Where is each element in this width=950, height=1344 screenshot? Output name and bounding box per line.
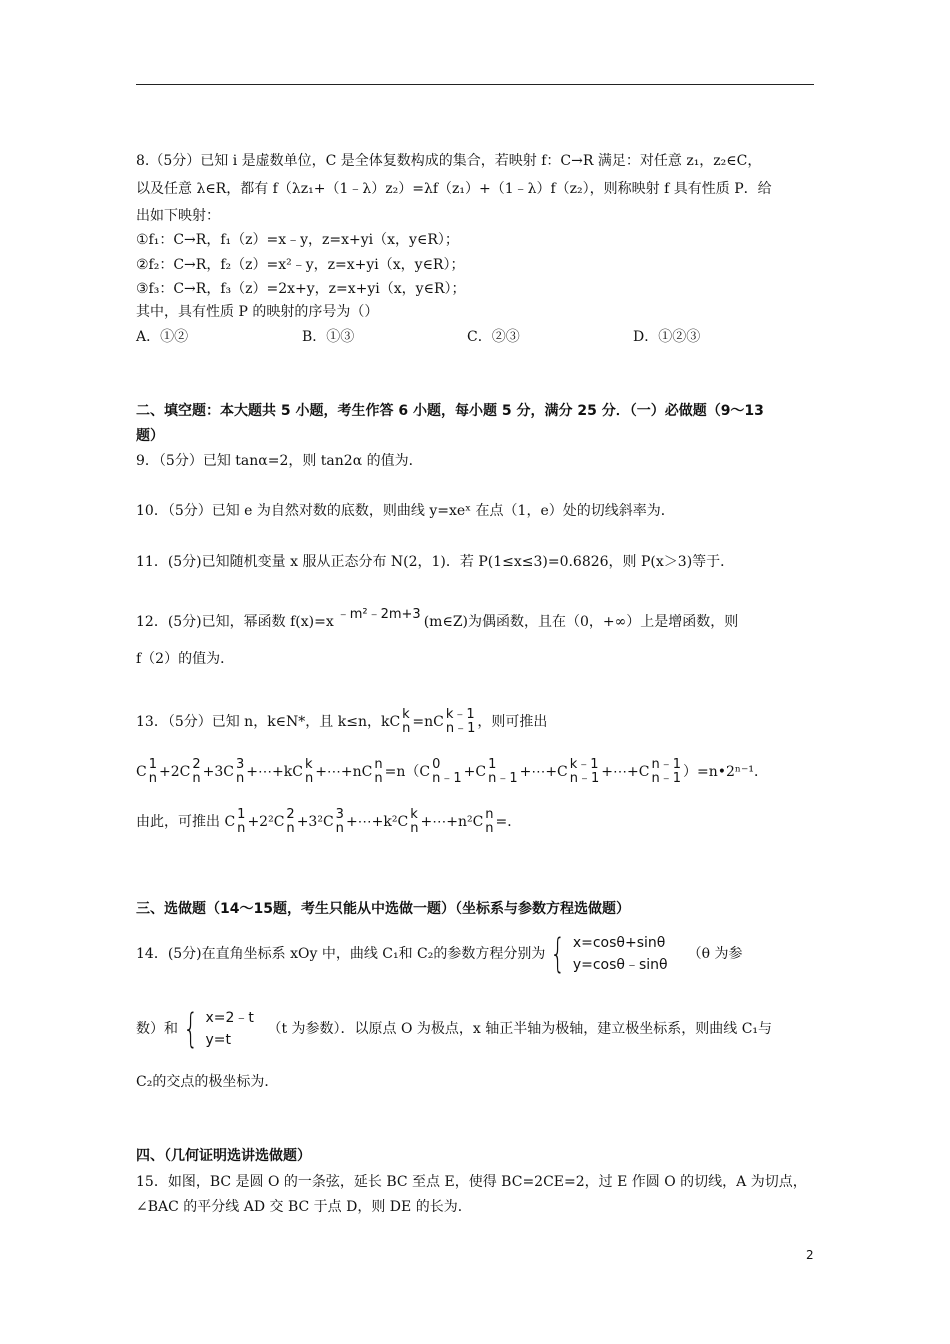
option-d: D．①②③ bbox=[633, 329, 701, 345]
binomial-bottom: n bbox=[410, 821, 419, 836]
binomial-bottom: n bbox=[237, 821, 246, 836]
q14-text: 14．(5分)在直角坐标系 xOy 中，曲线 C₁和 C₂的参数方程分别为 bbox=[136, 946, 546, 962]
q10: 10．（5分）已知 e 为自然对数的底数，则曲线 y=xeˣ 在点（1，e）处的切线斜率为． bbox=[136, 503, 675, 519]
binomial bbox=[149, 758, 157, 786]
binomial-top: 3 bbox=[335, 807, 344, 822]
binomial bbox=[192, 758, 200, 786]
binomial bbox=[286, 808, 294, 836]
binomial bbox=[402, 708, 410, 736]
section-2-heading-cont: 题） bbox=[136, 428, 164, 444]
section-4-heading: 四、（几何证明选讲选做题） bbox=[136, 1148, 311, 1164]
binomial-top: k bbox=[410, 807, 418, 822]
binomial-top: k bbox=[402, 707, 410, 722]
q13-text: 13．（5分）已知 n，k∈N*，且 k≤n，kC bbox=[136, 714, 401, 730]
q14-text: （θ 为参 bbox=[687, 946, 743, 962]
binomial-bottom: n bbox=[192, 771, 201, 786]
equation: y=cosθ﹣sinθ bbox=[572, 957, 668, 973]
q13-text: +⋯+C bbox=[601, 764, 650, 780]
binomial bbox=[237, 808, 245, 836]
binomial-bottom: n bbox=[304, 771, 314, 786]
binomial bbox=[651, 758, 681, 786]
binomial-bottom: n﹣1 bbox=[569, 771, 600, 786]
equation: x=2﹣t bbox=[205, 1010, 254, 1026]
q14-line2 bbox=[136, 1005, 772, 1053]
q13-text: C bbox=[136, 764, 147, 780]
q13-text: +⋯+C bbox=[519, 764, 568, 780]
q13-text: +2C bbox=[159, 764, 191, 780]
q14-text: 数）和 bbox=[136, 1021, 178, 1037]
page-number: 2 bbox=[806, 1248, 814, 1262]
q13-line2 bbox=[136, 758, 768, 786]
binomial-bottom: n bbox=[402, 721, 411, 736]
q12-exponent: ﹣m²﹣2m+3 bbox=[336, 607, 421, 622]
q8-mapping-3: ③f₃：C→R，f₃（z）=2x+y，z=x+yi（x，y∈R）； bbox=[136, 281, 466, 297]
binomial-bottom: n bbox=[335, 821, 344, 836]
binomial bbox=[336, 808, 344, 836]
binomial bbox=[488, 758, 518, 786]
equation: x=cosθ+sinθ bbox=[572, 935, 666, 951]
q13-line1 bbox=[136, 708, 547, 736]
binomial-top: k bbox=[304, 757, 313, 772]
q13-text: +⋯+kC bbox=[246, 764, 303, 780]
binomial-top: 1 bbox=[237, 807, 246, 822]
binomial-bottom: n bbox=[148, 771, 157, 786]
q12-pre: 12．(5分)已知，幂函数 f(x)=x bbox=[136, 614, 334, 630]
q13-text: +3C bbox=[202, 764, 234, 780]
q8-mapping-1: ①f₁：C→R，f₁（z）=x﹣y，z=x+yi（x，y∈R）； bbox=[136, 232, 459, 248]
q8-options bbox=[136, 328, 814, 346]
q13-text: ，则可推出 bbox=[477, 714, 548, 730]
binomial-top: 1 bbox=[148, 757, 157, 772]
section-3-heading: 三、选做题（14～15题，考生只能从中选做一题）（坐标系与参数方程选做题） bbox=[136, 901, 630, 917]
binomial-bottom: n﹣1 bbox=[432, 771, 462, 786]
q8-line2: 以及任意 λ∈R，都有 f（λz₁+（1﹣λ）z₂）=λf（z₁）+（1﹣λ）f（z₂），则称映射 f 具有性质 P．给 bbox=[136, 181, 772, 197]
binomial bbox=[432, 758, 462, 786]
binomial-bottom: n bbox=[485, 821, 494, 836]
binomial-top: 1 bbox=[488, 757, 497, 772]
option-c: C．②③ bbox=[467, 329, 520, 345]
q13-text: =． bbox=[495, 814, 522, 830]
q12-line2: f（2）的值为． bbox=[136, 651, 235, 667]
q11: 11．(5分)已知随机变量 x 服从正态分布 N(2，1)．若 P(1≤x≤3)=0.6826，则 P(x＞3)等于． bbox=[136, 554, 735, 570]
binomial bbox=[305, 758, 313, 786]
section-2-heading: 二、填空题：本大题共 5 小题，考生作答 6 小题，每小题 5 分，满分 25 分．（一）必做题（9～13 bbox=[136, 403, 764, 419]
q13-line3 bbox=[136, 808, 521, 836]
equation-system-2 bbox=[205, 1007, 267, 1051]
binomial-top: 3 bbox=[236, 757, 245, 772]
q12-line1 bbox=[136, 607, 739, 632]
binomial-bottom: n bbox=[236, 771, 245, 786]
binomial-top: n bbox=[485, 807, 494, 822]
binomial-bottom: n bbox=[286, 821, 295, 836]
binomial-top: k﹣1 bbox=[569, 757, 599, 772]
q13-text: +⋯+n²C bbox=[420, 814, 484, 830]
q14-line3: C₂的交点的极坐标为． bbox=[136, 1074, 279, 1090]
equation: y=t bbox=[205, 1032, 231, 1048]
binomial bbox=[236, 758, 244, 786]
binomial-top: 2 bbox=[192, 757, 201, 772]
q15-line1: 15．如图，BC 是圆 O 的一条弦，延长 BC 至点 E，使得 BC=2CE=2，过 E 作圆 O 的切线，A 为切点， bbox=[136, 1174, 807, 1190]
header-rule bbox=[136, 84, 814, 85]
q13-text: +2²C bbox=[247, 814, 285, 830]
option-b: B．①③ bbox=[302, 329, 355, 345]
q13-text: +3²C bbox=[296, 814, 334, 830]
left-brace: { bbox=[183, 1006, 199, 1052]
binomial-bottom: n﹣1 bbox=[651, 771, 681, 786]
q8-mapping-2: ②f₂：C→R，f₂（z）=x²﹣y，z=x+yi（x，y∈R）； bbox=[136, 257, 465, 273]
q13-text: +⋯+nC bbox=[315, 764, 373, 780]
binomial-bottom: n﹣1 bbox=[488, 771, 518, 786]
binomial-top: n﹣1 bbox=[651, 757, 681, 772]
q8-question: 其中，具有性质 P 的映射的序号为（） bbox=[136, 304, 379, 320]
option-a: A．①② bbox=[136, 329, 189, 345]
binomial bbox=[570, 758, 600, 786]
binomial-top: k﹣1 bbox=[445, 707, 475, 722]
binomial-bottom: n bbox=[374, 771, 383, 786]
q15-line2: ∠BAC 的平分线 AD 交 BC 于点 D，则 DE 的长为． bbox=[136, 1199, 472, 1215]
q13-text: =nC bbox=[412, 714, 444, 730]
q12-post: (m∈Z)为偶函数，且在（0，+∞）上是增函数，则 bbox=[423, 614, 739, 630]
q14-text: （t 为参数）．以原点 O 为极点，x 轴正半轴为极轴，建立极坐标系，则曲线 C₁与 bbox=[267, 1021, 773, 1037]
binomial-top: 2 bbox=[286, 807, 295, 822]
binomial-top: n bbox=[374, 757, 383, 772]
q13-text: +C bbox=[463, 764, 487, 780]
binomial bbox=[374, 758, 382, 786]
q8-line3: 出如下映射： bbox=[136, 208, 220, 224]
q13-text: 由此，可推出 C bbox=[136, 814, 236, 830]
equation-system-1 bbox=[573, 932, 668, 976]
q13-text: =n（C bbox=[384, 764, 431, 780]
binomial bbox=[410, 808, 418, 836]
q14-line1 bbox=[136, 930, 743, 978]
binomial-bottom: n﹣1 bbox=[445, 721, 476, 736]
q13-text: ）=n•2ⁿ⁻¹． bbox=[683, 764, 768, 780]
binomial bbox=[446, 708, 476, 736]
q9: 9．（5分）已知 tanα=2，则 tan2α 的值为． bbox=[136, 453, 423, 469]
q13-text: +⋯+k²C bbox=[345, 814, 409, 830]
q8-line1: 8.（5分）已知 i 是虚数单位，C 是全体复数构成的集合，若映射 f：C→R 满足：对任意 z₁，z₂∈C， bbox=[136, 153, 762, 169]
binomial-top: 0 bbox=[432, 757, 441, 772]
left-brace: { bbox=[550, 931, 566, 977]
binomial bbox=[485, 808, 493, 836]
